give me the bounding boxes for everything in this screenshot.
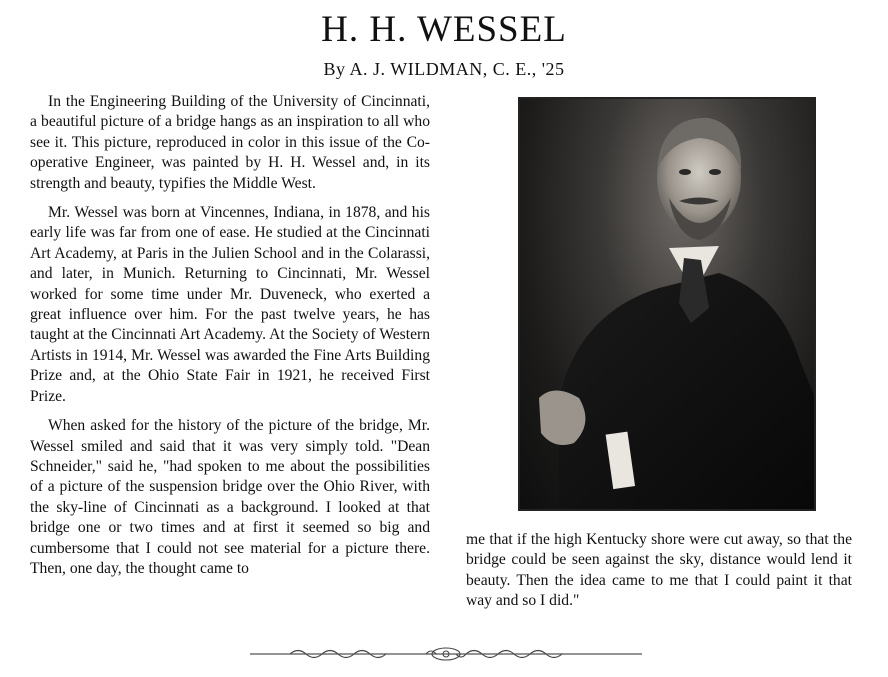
article-title: H. H. WESSEL [321, 9, 567, 50]
portrait-photo [519, 98, 815, 510]
article-byline: By A. J. WILDMAN, C. E., '25 [323, 59, 565, 79]
paragraph-continued: me that if the high Kentucky shore were cut away, so that the bridge could be seen against the sky, distance would lend it beauty. Then the idea came to me that I could paint it that way and so I did." [466, 531, 852, 610]
paragraph-1: In the Engineering Building of the University of Cincinnati, a beautiful picture of a bridge hangs as an inspiration to all who see it. This picture, reproduced in color in this issue of the Co-operative Engineer, was painted by H. H. Wessel and, in its strength and beauty, typifies the Middle West. [30, 93, 430, 192]
paragraph-2: Mr. Wessel was born at Vincennes, Indiana, in 1878, and his early life was far from one of ease. He studied at the Cincinnati Art Academy, at Paris in the Julien School and in the Colarassi, and later, in Munich. Returning to Cincinnati, Mr. Wessel worked for some time under Mr. Duveneck, who exerted a great influence over him. For the past twelve years, he has taught at the Cincinnati Art Academy. At the Society of Western Artists in 1914, Mr. Wessel was awarded the Fine Arts Building Prize and, at the Ohio State Fair in 1921, he received First Prize. [30, 204, 430, 405]
ornament-divider [250, 646, 642, 662]
left-column [30, 92, 430, 588]
paragraph-3: When asked for the history of the picture of the bridge, Mr. Wessel smiled and said that it was very simply told. "Dean Schneider," said he, "had spoken to me about the possibilities of a picture of the suspension bridge over the Ohio River, with the sky-line of Cincinnati as a background. I looked at that bridge one or two times and at first it seemed so big and cumbersome that I could not see material for a picture there. Then, one day, the thought came to [30, 417, 430, 577]
right-column [466, 530, 852, 612]
portrait-drawing [519, 98, 815, 510]
